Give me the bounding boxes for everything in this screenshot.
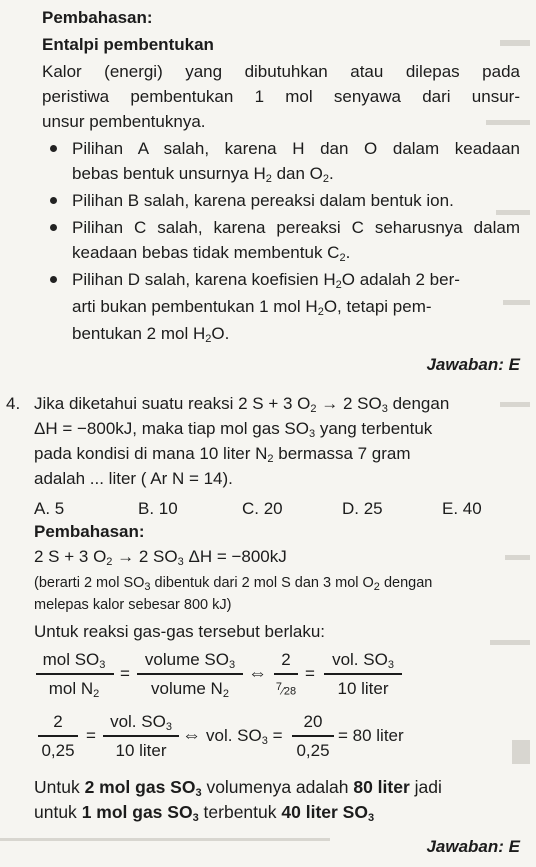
bullet-c-line-1: Pilihan C salah, karena pereaksi C seharusnya dalam	[72, 218, 520, 237]
frac5-denominator: 0,25	[41, 741, 75, 760]
frac6-line	[103, 735, 179, 737]
answer-bottom: Jawaban: E	[426, 837, 520, 856]
frac1-denominator: mol $N_2$	[48, 679, 100, 700]
question-line-3: pada kondisi di mana 10 liter $N_2$ bermassa 7 gram	[34, 444, 411, 465]
definition-line-1: Kalor (energi) yang dibutuhkan atau dilepas pada	[42, 62, 520, 81]
option-b: B. 10	[138, 499, 178, 518]
frac2-numerator: volume $SO_3$	[144, 650, 236, 671]
bullet-dot-d	[50, 276, 57, 283]
bullet-a-line-2: bebas bentuk unsurnya $H_2$ dan $O_2$.	[72, 164, 334, 185]
question-number: 4.	[6, 394, 21, 413]
frac7-line	[292, 735, 334, 737]
bullet-dot-c	[50, 224, 57, 231]
frac3-line	[274, 673, 298, 675]
vol-so3-label: vol. $SO_3$ =	[206, 726, 283, 747]
question-line-1: Jika diketahui suatu reaksi 2 S + 3 $O_2 \to 2$ $SO_3$ dengan	[34, 394, 450, 415]
pembahasan-heading: Pembahasan:	[42, 8, 153, 27]
bullet-c-line-2: keadaan bebas tidak membentuk $C_2$.	[72, 243, 351, 264]
frac4-line	[324, 673, 402, 675]
equivalence-2: ⇔	[182, 725, 201, 746]
definition-line-2: peristiwa pembentukan 1 mol senyawa dari unsur-	[42, 87, 520, 106]
equals-2: =	[305, 664, 315, 683]
frac5-numerator: 2	[53, 712, 63, 731]
bullet-dot-b	[50, 197, 57, 204]
rule-text: Untuk reaksi gas-gas tersebut berlaku:	[34, 622, 326, 641]
frac6-numerator: vol. $SO_3$	[110, 712, 172, 733]
note-line-1: (berarti 2 mol $SO_3$ dibentuk dari 2 mol S dan 3 mol $O_2$ dengan	[34, 575, 433, 593]
conclusion-line-2: untuk 1 mol gas $SO_3$ terbentuk 40 liter $SO_3$	[34, 802, 375, 824]
entalpi-heading: Entalpi pembentukan	[42, 35, 214, 54]
frac7-numerator: 20	[303, 712, 323, 731]
frac1-numerator: mol $SO_3$	[42, 650, 106, 671]
equals-1: =	[120, 664, 130, 683]
equals-3: =	[86, 726, 96, 745]
option-d: D. 25	[342, 499, 383, 518]
frac7-denominator: 0,25	[296, 741, 330, 760]
frac4-numerator: vol. $SO_3$	[332, 650, 394, 671]
frac3-numerator: 2	[281, 650, 291, 669]
bullet-d-line-1: Pilihan D salah, karena koefisien $H_2O$ adalah 2 ber-	[72, 270, 460, 291]
bullet-d-line-2: arti bukan pembentukan 1 mol $H_2O$, tetapi pem-	[72, 297, 432, 318]
frac3-denominator: $^7$⁄28	[275, 681, 297, 698]
bullet-d-line-3: bentukan 2 mol $H_2O$.	[72, 324, 230, 345]
frac6-denominator: 10 liter	[115, 741, 167, 760]
option-c: C. 20	[242, 499, 283, 518]
pembahasan-heading-2: Pembahasan:	[34, 522, 145, 541]
bullet-dot-a	[50, 145, 57, 152]
frac2-denominator: volume $N_2$	[151, 679, 229, 700]
note-line-2: melepas kalor sebesar 800 kJ)	[34, 597, 232, 613]
frac2-line	[137, 673, 243, 675]
bullet-a-line-1: Pilihan A salah, karena H dan O dalam keadaan	[72, 139, 520, 158]
definition-line-3: unsur pembentuknya.	[42, 112, 206, 131]
frac4-denominator: 10 liter	[337, 679, 389, 698]
equivalence-1: ⇔	[248, 663, 267, 684]
answer-top: Jawaban: E	[426, 355, 520, 374]
question-line-2: ΔH = −800kJ, maka tiap mol gas $SO_3$ yang terbentuk	[34, 419, 433, 440]
frac5-line	[38, 735, 78, 737]
result-value: = 80 liter	[338, 726, 404, 745]
conclusion-line-1: Untuk 2 mol gas $SO_3$ volumenya adalah 80 liter jadi	[34, 777, 442, 799]
bullet-b-line-1: Pilihan B salah, karena pereaksi dalam bentuk ion.	[72, 191, 454, 210]
option-e: E. 40	[442, 499, 482, 518]
reaction-equation: 2 S + 3 $O_2 \to 2$ $SO_3$ ΔH = −800kJ	[34, 547, 287, 568]
frac1-line	[36, 673, 114, 675]
option-a: A. 5	[34, 499, 65, 518]
question-line-4: adalah ... liter ( Ar N = 14).	[34, 469, 233, 488]
